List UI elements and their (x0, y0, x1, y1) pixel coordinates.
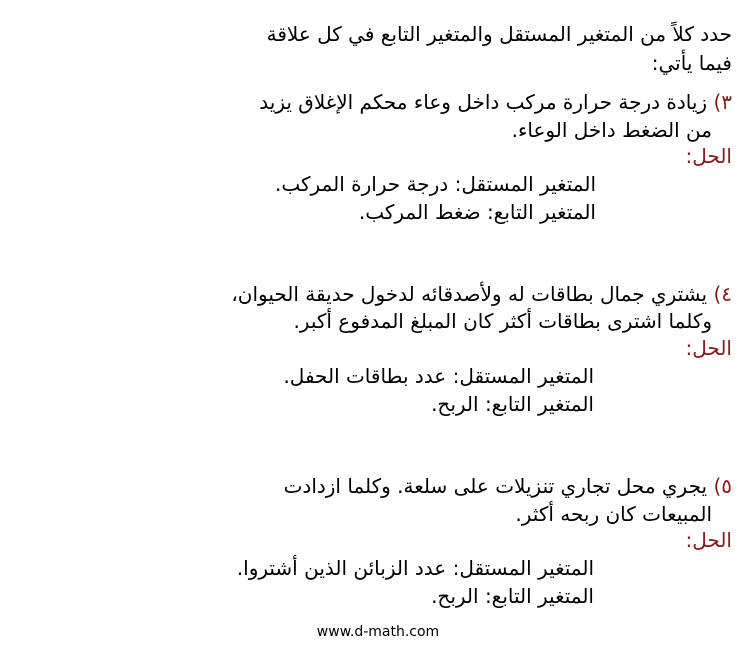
problem-4-line-1 (231, 280, 732, 308)
intro-line-1: حدد كلاً من المتغير المستقل والمتغير التابع في كل علاقة (266, 22, 732, 46)
problem-3-independent: المتغير المستقل: درجة حرارة المركب. (275, 172, 596, 196)
problem-3-solution-label: الحل: (685, 144, 732, 168)
problem-4-number: ٤) (713, 282, 732, 306)
problem-5-solution-label: الحل: (685, 528, 732, 552)
problem-3-line-1 (259, 88, 732, 116)
problem-3-text-1: زيادة درجة حرارة مركب داخل وعاء محكم الإغلاق يزيد (259, 90, 708, 114)
problem-5-line-1 (284, 472, 732, 500)
problem-4-independent: المتغير المستقل: عدد بطاقات الحفل. (283, 364, 594, 388)
problem-5-independent: المتغير المستقل: عدد الزبائن الذين أشتروا. (236, 556, 594, 580)
problem-4-line-2: وكلما اشترى بطاقات أكثر كان المبلغ المدفوع أكبر. (293, 309, 712, 333)
problem-4-dependent: المتغير التابع: الربح. (431, 392, 594, 416)
intro-line-2: فيما يأتي: (651, 51, 732, 75)
problem-3-line-2: من الضغط داخل الوعاء. (511, 118, 712, 142)
problem-5-line-2: المبيعات كان ربحه أكثر. (515, 502, 712, 526)
problem-5-dependent: المتغير التابع: الربح. (431, 584, 594, 608)
problem-3-dependent: المتغير التابع: ضغط المركب. (358, 200, 596, 224)
problem-5-text-1: يجري محل تجاري تنزيلات على سلعة. وكلما ازدادت (283, 474, 708, 498)
problem-4-text-1: يشتري جمال بطاقات له ولأصدقائه لدخول حديقة الحيوان، (231, 282, 708, 306)
problem-5-number: ٥) (713, 474, 732, 498)
problem-4-solution-label: الحل: (685, 336, 732, 360)
problem-3-number: ٣) (713, 90, 732, 114)
footer-website: www.d-math.com (316, 624, 440, 640)
